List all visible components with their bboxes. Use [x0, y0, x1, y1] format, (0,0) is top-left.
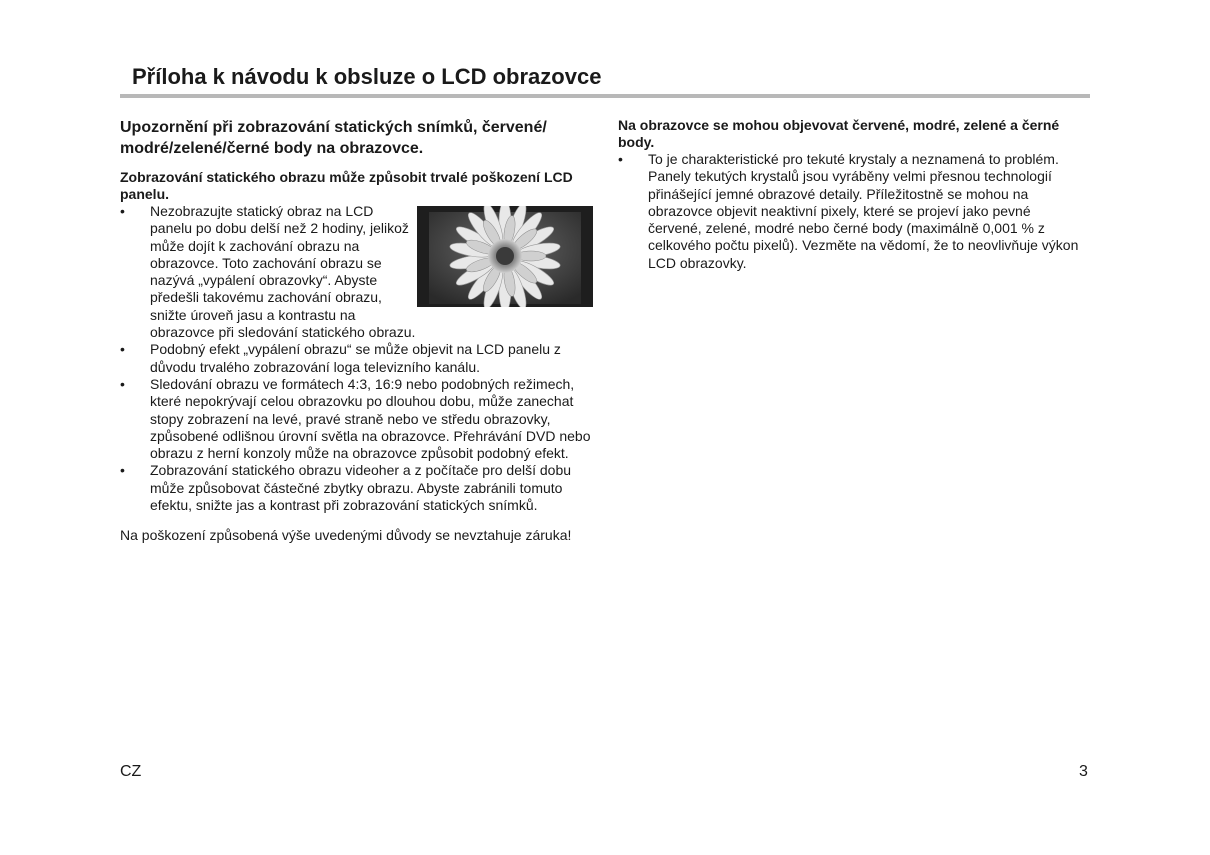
list-item — [120, 462, 595, 514]
list-item — [618, 151, 1088, 272]
bullet-text: Nezobrazujte statický obraz na LCD panelu po dobu delší než 2 hodiny, jelikož může dojít k zachování obrazu na obrazovce. Toto zachování obrazu se nazývá „vypálení obrazovky“. Abyste předešli takovému zachování obrazu, snižte úroveň jasu a kontrastu na obrazovce při sledování statického obrazu. — [150, 203, 416, 341]
warranty-note: Na poškození způsobená výše uvedenými důvody se nevztahuje záruka! — [120, 527, 572, 544]
bullet-text: To je charakteristické pro tekuté krystaly a neznamená to problém. Panely tekutých krystalů jsou vyráběny velmi přesnou technologií přinášející jemné obrazové detaily. Příležitostně se mohou na obrazovce objevit neaktivní pixely, které se projeví jako pevné červené, zelené, modré nebo černé body (maximálně 0,001 % z celkového počtu pixelů). Vezměte na vědomí, že to neovlivňuje výkon LCD obrazovky. — [648, 151, 1079, 271]
bullet-text: Podobný efekt „vypálení obrazu“ se může objevit na LCD panelu z důvodu trvalého zobrazování loga televizního kanálu. — [150, 341, 561, 375]
list-item — [120, 376, 595, 462]
left-subheading: Zobrazování statického obrazu může způsobit trvalé poškození LCD panelu. — [120, 169, 573, 202]
right-column — [618, 117, 1088, 272]
language-code: CZ — [120, 763, 142, 780]
title-divider — [120, 94, 1090, 98]
bullet-text: Zobrazování statického obrazu videoher a z počítače pro delší dobu může způsobovat částečné zbytky obrazu. Abyste zabránili tomuto efektu, snižte jas a kontrast při zobrazování statických snímků. — [150, 462, 572, 514]
page-title: Příloha k návodu k obsluze o LCD obrazovce — [132, 64, 602, 89]
right-bullet-list — [618, 151, 1088, 272]
list-item — [120, 203, 595, 341]
left-column — [120, 117, 595, 544]
list-item — [120, 341, 595, 376]
sunflower-photo-icon — [417, 206, 593, 307]
page-number: 3 — [1079, 763, 1088, 780]
right-section-heading: Na obrazovce se mohou objevovat červené, modré, zelené a černé body. — [618, 117, 1060, 150]
left-section-heading: Upozornění při zobrazování statických snímků, červené/ modré/zelené/černé body na obrazovce. — [120, 119, 547, 157]
bullet-text: Sledování obrazu ve formátech 4:3, 16:9 nebo podobných režimech, které nepokrývají celou obrazovku po dlouhou dobu, může zanechat stopy zobrazení na levé, pravé straně nebo ve středu obrazovky, způsobené odlišnou úrovní světla na obrazovce. Přehrávání DVD nebo obrazu z herní konzoly může na obrazovce způsobit podobný efekt. — [150, 375, 591, 462]
left-bullet-list — [120, 203, 595, 514]
